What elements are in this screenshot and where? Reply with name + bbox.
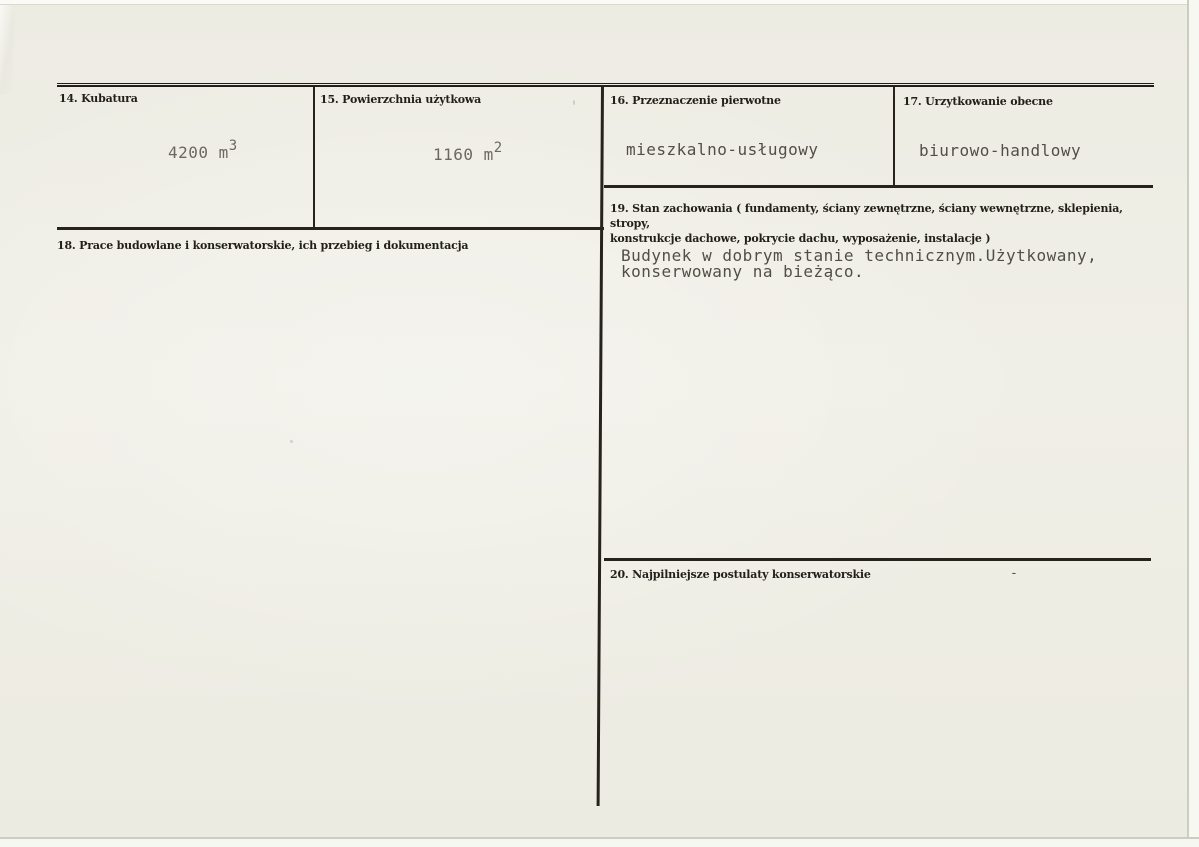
field-17-value: biurowo-handlowy	[919, 141, 1082, 160]
field-16-label: 16. Przeznaczenie pierwotne	[610, 94, 781, 107]
field-18-label: 18. Prace budowlane i konserwatorskie, ich przebieg i dokumentacja	[57, 239, 469, 252]
field-16-value: mieszkalno-usługowy	[626, 140, 819, 159]
scan-speck	[573, 100, 575, 105]
scan-speck	[290, 440, 293, 443]
grid-line-main-vertical	[597, 85, 604, 806]
grid-line-row1-bottom-left	[57, 227, 604, 230]
paper-edge-bottom	[0, 837, 1199, 847]
field-20-label: 20. Najpilniejsze postulaty konserwatorskie	[610, 568, 871, 581]
paper-edge-top	[0, 0, 1199, 5]
grid-line-divider-16-17	[893, 85, 895, 187]
field-17-label: 17. Urzytkowanie obecne	[903, 95, 1053, 108]
grid-line-top-border	[57, 83, 1154, 87]
grid-line-divider-14-15	[313, 85, 315, 229]
field-20-stray-mark: -	[1010, 566, 1018, 581]
field-19-label: 19. Stan zachowania ( fundamenty, ściany zewnętrzne, ściany wewnętrzne, sklepienia, stropy, konstrukcje dachowe, pokrycie dachu, wyposażenie, instalacje )	[610, 202, 1123, 245]
field-15-label: 15. Powierzchnia użytkowa	[320, 93, 482, 106]
paper-edge-right	[1187, 0, 1199, 847]
grid-line-field20-top	[604, 558, 1151, 561]
field-14-label: 14. Kubatura	[59, 92, 138, 105]
field-19-value: Budynek w dobrym stanie technicznym.Użytkowany, konserwowany na bieżąco.	[621, 246, 1098, 281]
field-15-value: 1160 m2	[433, 140, 503, 164]
paper-corner-curl	[0, 4, 14, 94]
grid-line-row1-bottom-right	[604, 185, 1153, 188]
scan-speck	[892, 92, 895, 96]
field-14-value: 4200 m3	[168, 138, 238, 162]
